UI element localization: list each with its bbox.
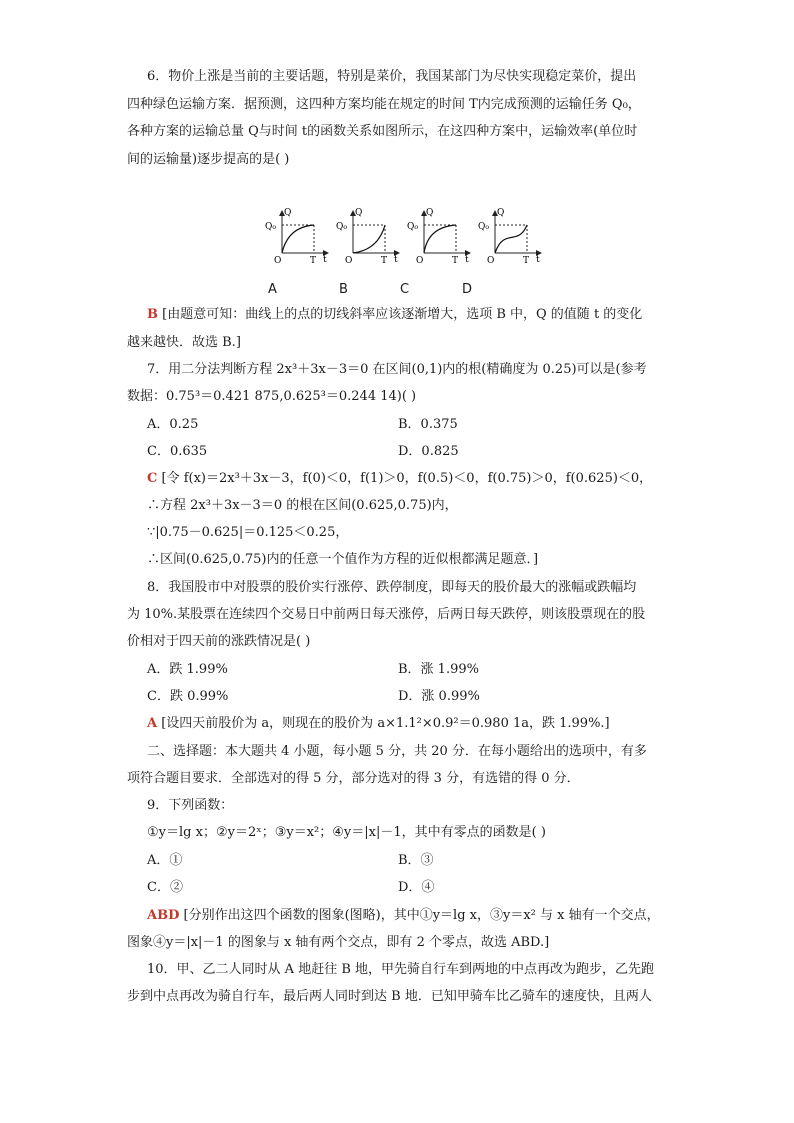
graph-c-q0-label: Q₀	[407, 222, 418, 232]
q7-answer-text: [令 f(x)＝2x³＋3x－3，f(0)＜0，f(1)＞0，f(0.5)＜0，f(0.75)＞0，f(0.625)＜0，	[157, 471, 653, 486]
q7-answer-line-4: ∴区间(0.625,0.75)内的任意一个值作为方程的近似根都满足题意．]	[147, 552, 539, 567]
q8-answer-text: [设四天前股价为 a，则现在的股价为 a×1.1²×0.9²＝0.980 1a，跌 1.99%.]	[157, 716, 610, 731]
graph-b-t-label: T	[381, 256, 388, 266]
graph-b-q-label: Q	[355, 208, 363, 218]
graph-a-q0-label: Q₀	[265, 222, 276, 232]
graph-a-time-label: t	[323, 255, 327, 265]
graph-a-curve	[282, 225, 314, 253]
q8-answer-key: A	[147, 716, 158, 731]
graph-c-curve	[424, 225, 456, 253]
q9-option-d: D．④	[398, 880, 435, 895]
graph-c-origin-label: O	[416, 256, 424, 266]
section2-line-2: 项符合题目要求．全部选对的得 5 分，部分选对的得 3 分，有选错的得 0 分．	[127, 771, 580, 786]
q10-line-2: 步到中点再改为骑自行车，最后两人同时到达 B 地．已知甲骑车比乙骑车的速度快，且两人	[127, 989, 652, 1004]
graph-c-q-label: Q	[426, 208, 434, 218]
q7-option-a: A．0.25	[147, 417, 199, 432]
q6-line-4: 间的运输量)逐步提高的是( )	[127, 152, 290, 167]
q7-answer-line-3: ∵|0.75－0.625|＝0.125＜0.25，	[147, 525, 349, 540]
q9-answer-text: [分别作出这四个函数的图象(图略)，其中①y＝lg x，③y＝x² 与 x 轴有一个交点，	[179, 908, 660, 923]
section2-line-1: 二、选择题：本大题共 4 小题，每小题 5 分，共 20 分．在每小题给出的选项中，有多	[147, 744, 647, 759]
q7-option-c: C．0.635	[147, 444, 208, 459]
q9-option-b: B．③	[398, 853, 434, 868]
q6-answer-line-1	[147, 306, 642, 324]
graph-c-time-label: t	[465, 255, 469, 265]
q8-line-3: 价相对于四天前的涨跌情况是( )	[127, 634, 311, 649]
q9-answer-line-2: 图象④y＝|x|－1 的图象与 x 轴有两个交点，即有 2 个零点，故选 ABD.]	[127, 935, 550, 950]
q6-answer-key: B	[147, 307, 158, 322]
graph-b	[336, 208, 399, 266]
graph-d-t-label: T	[523, 256, 530, 266]
q8-option-b: B．涨 1.99%	[398, 662, 479, 677]
graph-d-curve	[495, 225, 527, 253]
graph-c-t-label: T	[452, 256, 459, 266]
q9-line-2: ①y＝lg x；②y＝2ˣ；③y＝x²；④y＝|x|－1，其中有零点的函数是( )	[147, 825, 546, 840]
graph-a-origin-label: O	[274, 256, 282, 266]
q7-line-1: 7．用二分法判断方程 2x³＋3x－3＝0 在区间(0,1)内的根(精确度为 0.25)可以是(参考	[147, 362, 647, 377]
graph-a-t-label: T	[310, 256, 317, 266]
q8-option-a: A．跌 1.99%	[147, 662, 228, 677]
graph-c-caption: C	[400, 282, 410, 297]
graph-a-q-label: Q	[284, 208, 292, 218]
q9-answer-key: ABD	[147, 908, 180, 923]
q6-line-1: 6．物价上涨是当前的主要话题，特别是菜价，我国某部门为尽快实现稳定菜价，提出	[147, 69, 637, 84]
q8-option-c: C．跌 0.99%	[147, 689, 229, 704]
q6-line-2: 四种绿色运输方案．据预测，这四种方案均能在规定的时间 T内完成预测的运输任务 Q₀，	[127, 97, 641, 112]
q6-line-3: 各种方案的运输总量 Q与时间 t的函数关系如图所示，在这四种方案中，运输效率(单位时	[127, 124, 638, 139]
q9-option-a: A．①	[147, 853, 183, 868]
graph-d-time-label: t	[536, 255, 540, 265]
q6-answer-line-2: 越来越快．故选 B.]	[127, 335, 241, 350]
q10-line-1: 10．甲、乙二人同时从 A 地赶往 B 地，甲先骑自行车到两地的中点再改为跑步，乙先跑	[147, 962, 655, 977]
graph-b-time-label: t	[394, 255, 398, 265]
q7-line-2: 数据：0.75³＝0.421 875,0.625³＝0.244 14)( )	[127, 389, 417, 404]
graph-d-q-label: Q	[497, 208, 505, 218]
q7-answer-line-1	[147, 470, 652, 488]
q6-answer-text: [由题意可知：曲线上的点的切线斜率应该逐渐增大，选项 B 中，Q 的值随 t 的变化	[158, 307, 643, 322]
graph-b-q0-label: Q₀	[336, 222, 347, 232]
q7-answer-line-2: ∴方程 2x³＋3x－3＝0 的根在区间(0.625,0.75)内，	[147, 498, 458, 513]
q8-line-1: 8．我国股市中对股票的股价实行涨停、跌停制度，即每天的股价最大的涨幅或跌幅均	[147, 580, 637, 595]
graph-a-caption: A	[268, 282, 277, 297]
graph-d-origin-label: O	[487, 256, 495, 266]
graph-b-caption: B	[339, 282, 348, 297]
q9-option-c: C．②	[147, 880, 183, 895]
q8-option-d: D．涨 0.99%	[398, 689, 480, 704]
graph-d-caption: D	[462, 282, 473, 297]
q7-option-b: B．0.375	[398, 417, 458, 432]
graph-b-curve	[353, 225, 385, 253]
q9-answer-line-1	[147, 907, 660, 925]
graph-d-q0-label: Q₀	[478, 222, 489, 232]
q7-option-d: D．0.825	[398, 444, 459, 459]
q9-line-1: 9．下列函数：	[147, 798, 234, 813]
graph-a	[265, 208, 328, 266]
graph-b-origin-label: O	[345, 256, 353, 266]
graph-c	[407, 208, 470, 266]
graph-d	[478, 208, 541, 266]
q8-answer-line	[147, 715, 610, 733]
q7-answer-key: C	[147, 471, 158, 486]
q8-line-2: 为 10%.某股票在连续四个交易日中前两日每天涨停，后两日每天跌停，则该股票现在的股	[127, 607, 646, 622]
